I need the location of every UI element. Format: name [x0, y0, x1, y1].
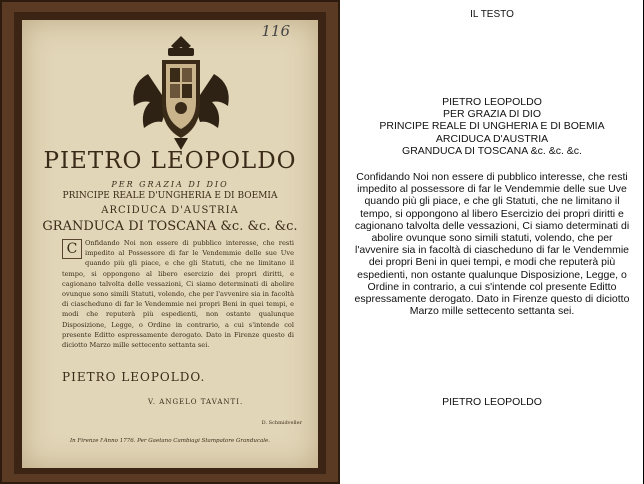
transcription-line-5: GRANDUCA DI TOSCANA &c. &c. &c.	[402, 144, 582, 157]
transcription-line-1: PIETRO LEOPOLDO	[442, 96, 542, 108]
document-line-4: GRANDUCA DI TOSCANA &c. &c. &c.	[42, 219, 298, 234]
document-line-2: PRINCIPE REALE D'UNGHERIA E DI BOEMIA	[62, 191, 278, 201]
document-line-3: ARCIDUCA D'AUSTRIA	[101, 205, 239, 216]
transcription-line-3: PRINCIPE REALE DI UNGHERIA E DI BOEMIA	[379, 120, 605, 133]
transcription-closing: PIETRO LEOPOLDO	[442, 396, 542, 408]
document-footer: In Firenze l'Anno 1776. Per Gaetano Cambiagi Stampatore Granducale.	[69, 438, 271, 444]
transcription-header: IL TESTO	[470, 9, 514, 20]
transcription-line-4: ARCIDUCA D'AUSTRIA	[435, 132, 549, 145]
document-line-1: PER GRAZIA DI DIO	[111, 180, 229, 189]
dropcap-letter: C	[62, 239, 82, 259]
transcription-heading	[352, 96, 632, 157]
document-signature: PIETRO LEOPOLDO.	[62, 370, 206, 384]
document-body-text: Onfidando Noi non essere di pubblico interesse, che resti impedito al Possessore di far le Vendemmie delle sue Uve quando più gli piace, e che gli Statuti, che ne limitano il tempo, si oppongono al libero esercizio dei propri diritti, e cagionano talvolta delle vessazioni, Ci siamo determinati di abolire ovunque sono simili Statuti, volendo, che per l'avvenire sia in facoltà di ciascheduno di far le Vendemmie nei propri Beni in quei tempi, e modi che reputerà più espedienti, non ostante qualunque Disposizione, Legge, o Ordine in contrario, a cui s'intende col presente Editto espressamente derogato. Dato in Firenze questo di diciotto Marzo mille settecento settanta sei.	[62, 239, 294, 350]
coat-of-arms-emblem	[126, 34, 236, 154]
transcription-body: Confidando Noi non essere di pubblico interesse, che resti impedito al possessore di far le Vendemmie delle sue Uve quando più gli piace, e che gli Statuti, che ne limitano il tempo, si oppongono al libero Esercizio dei propri diritti e cagionano talvolta delle vessazioni, Ci siamo determinati di abolire ovunque sono simili statuti, volendo, che per l'avvenire sia in facoltà di ciascheduno di far le Vendemmie dei propri Beni in quei tempi, e modi che reputerà più espedienti, non ostante qualunque Disposizione, Legge, o Ordine in contrario, a cui s'intende col presente Editto espressamente derogato. Dato in Firenze questo di diciotto Marzo mille settecento settanta sei.	[354, 171, 630, 318]
document-countersign: V. ANGELO TAVANTI.	[148, 398, 244, 406]
transcription-line-2: PER GRAZIA DI DIO	[442, 108, 542, 121]
document-body	[62, 238, 294, 350]
document-small-note: D. Schmidveller	[261, 420, 302, 426]
inventory-number: 116	[261, 22, 290, 40]
transcription-panel	[340, 0, 644, 484]
edict-document	[22, 20, 318, 468]
document-title: PIETRO LEOPOLDO	[43, 148, 297, 174]
